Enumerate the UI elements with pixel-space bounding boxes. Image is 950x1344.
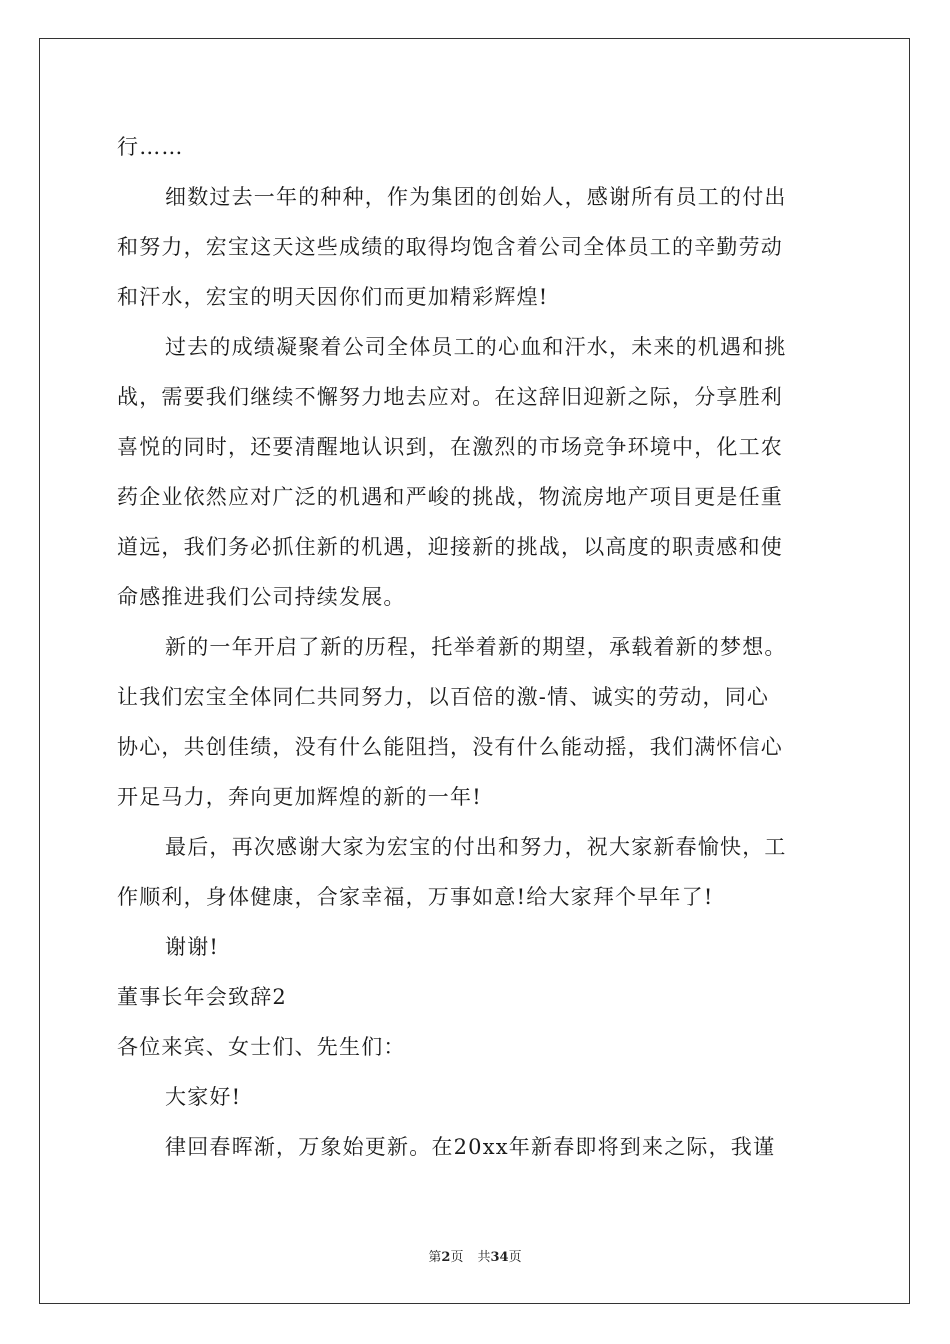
paragraph-first-line: 律回春晖渐，万象始更新。在20xx年新春即将到来之际，我谨 (165, 1135, 776, 1159)
text-line: 喜悦的同时，还要清醒地认识到，在激烈的市场竞争环境中，化工农 (117, 435, 783, 459)
salutation: 各位来宾、女士们、先生们： (117, 1035, 406, 1059)
page-suffix: 页 (450, 1250, 464, 1265)
page-border (39, 38, 910, 1304)
total-prefix: 共 (477, 1250, 491, 1265)
section-heading: 董事长年会致辞2 (117, 985, 287, 1009)
text-line: 和努力，宏宝这天这些成绩的取得均饱含着公司全体员工的辛勤劳动 (117, 235, 783, 259)
text-line: 协心，共创佳绩，没有什么能阻挡，没有什么能动摇，我们满怀信心 (117, 735, 783, 759)
paragraph-first-line: 新的一年开启了新的历程，托举着新的期望，承载着新的梦想。 (165, 635, 787, 659)
text-line: 道远，我们务必抓住新的机遇，迎接新的挑战，以高度的职责感和使 (117, 535, 783, 559)
text-line: 行…… (117, 135, 184, 159)
greeting: 大家好! (165, 1085, 242, 1109)
total-suffix: 页 (508, 1250, 522, 1265)
text-line: 命感推进我们公司持续发展。 (117, 585, 406, 609)
text-line: 战，需要我们继续不懈努力地去应对。在这辞旧迎新之际，分享胜利 (117, 385, 783, 409)
paragraph-first-line: 细数过去一年的种种，作为集团的创始人，感谢所有员工的付出 (165, 185, 787, 209)
text-line: 让我们宏宝全体同仁共同努力，以百倍的激-情、诚实的劳动，同心 (117, 685, 770, 709)
text-line: 药企业依然应对广泛的机遇和严峻的挑战，物流房地产项目更是任重 (117, 485, 783, 509)
page-prefix: 第 (428, 1250, 442, 1265)
paragraph-first-line: 过去的成绩凝聚着公司全体员工的心血和汗水，未来的机遇和挑 (165, 335, 787, 359)
text-line: 开足马力，奔向更加辉煌的新的一年! (117, 785, 482, 809)
paragraph-first-line: 最后，再次感谢大家为宏宝的付出和努力，祝大家新春愉快，工 (165, 835, 787, 859)
page-footer (0, 1250, 950, 1266)
text-line: 作顺利，身体健康，合家幸福，万事如意!给大家拜个早年了! (117, 885, 714, 909)
total-page-count: 34 (490, 1250, 509, 1265)
text-line: 和汗水，宏宝的明天因你们而更加精彩辉煌! (117, 285, 549, 309)
current-page-number: 2 (441, 1250, 451, 1265)
closing-thanks: 谢谢! (165, 935, 220, 959)
